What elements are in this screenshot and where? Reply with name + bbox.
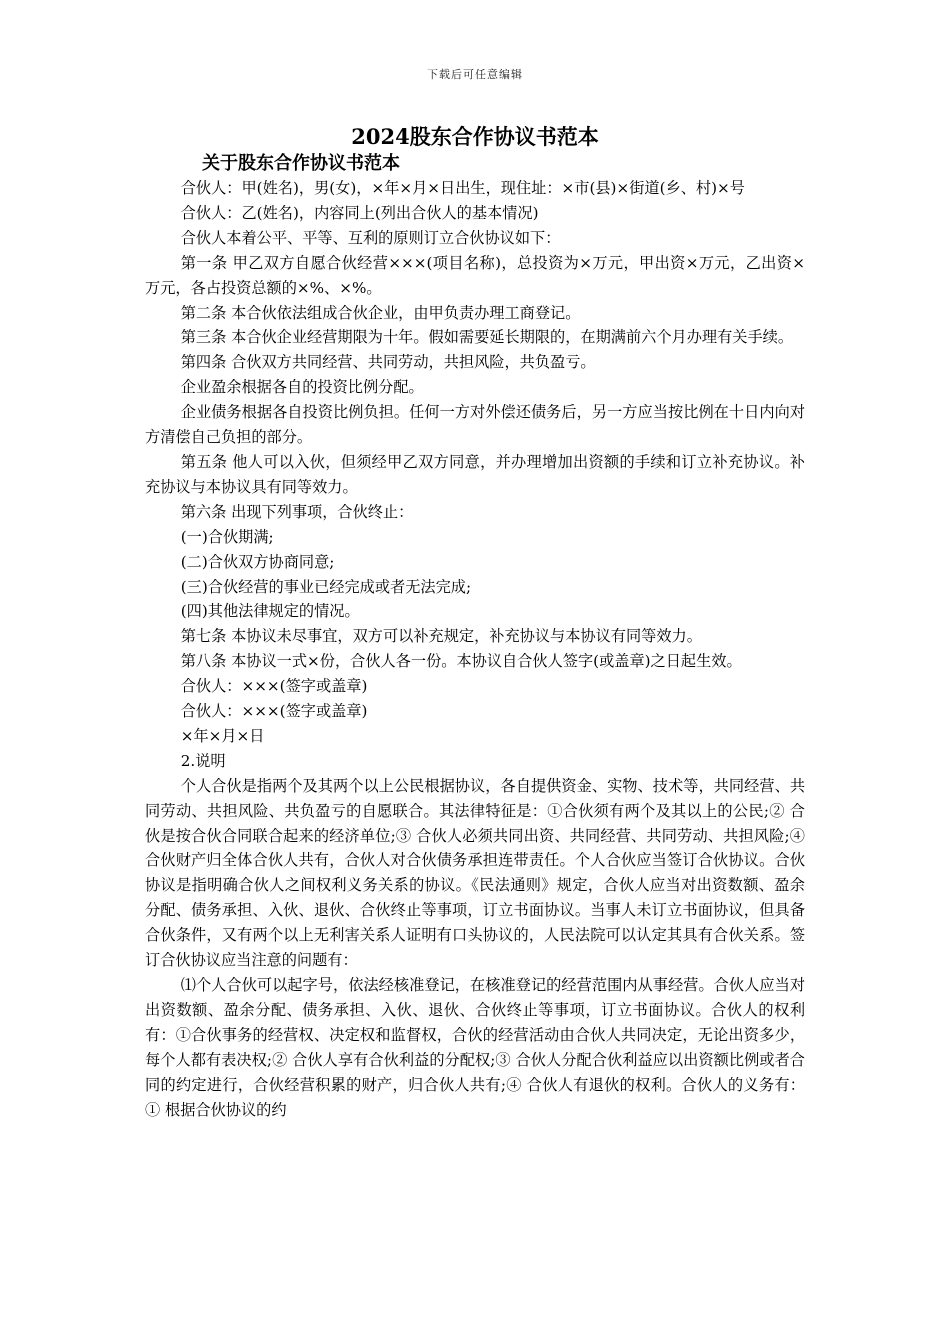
date-line: ×年×月×日 bbox=[180, 726, 265, 745]
paragraph-partner-b: 合伙人：乙(姓名)，内容同上(列出合伙人的基本情况) bbox=[180, 203, 539, 222]
header-note: 下载后可任意编辑 bbox=[427, 68, 523, 81]
paragraph-article-8: 第八条 本协议一式×份，合伙人各一份。本协议自合伙人签字(或盖章)之日起生效。 bbox=[180, 652, 742, 671]
paragraph-article-2: 第二条 本合伙依法组成合伙企业，由甲负责办理工商登记。 bbox=[180, 303, 581, 322]
paragraph-profit: 企业盈余根据各自的投资比例分配。 bbox=[180, 378, 424, 397]
list-item-2: (二)合伙双方协商同意; bbox=[180, 552, 335, 571]
paragraph-article-3: 第三条 本合伙企业经营期限为十年。假如需要延长期限的，在期满前六个月办理有关手续。 bbox=[180, 328, 794, 347]
paragraph-article-5: 第五条 他人可以入伙，但须经甲乙双方同意，并办理增加出资额的手续和订立补充协议。补充协议与本协议具有同等效力。 bbox=[145, 452, 805, 496]
signature-line-1: 合伙人：×××(签字或盖章) bbox=[180, 677, 368, 696]
paragraph-point-1: ⑴个人合伙可以起字号，依法经核准登记，在核准登记的经营范围内从事经营。合伙人应当对出资数额、盈余分配、债务承担、入伙、退伙、合伙终止等事项，订立书面协议。合伙人的权利有：①合伙事务的经营权、决定权和监督权，合伙的经营活动由合伙人共同决定，无论出资多少，每个人都有表决权;② 合伙人享有合伙利益的分配权;③ 合伙人分配合伙利益应以出资额比例或者合同的约定进行，合伙经营积累的财产，归合伙人共有;④ 合伙人有退伙的权利。合伙人的义务有：① 根据合伙协议的约 bbox=[145, 976, 805, 1119]
document-title: 2024股东合作协议书范本 bbox=[351, 124, 599, 149]
list-item-1: (一)合伙期满; bbox=[180, 527, 274, 546]
list-item-3: (三)合伙经营的事业已经完成或者无法完成; bbox=[180, 577, 472, 596]
section-heading-explanation: 2.说明 bbox=[180, 751, 226, 770]
list-item-4: (四)其他法律规定的情况。 bbox=[180, 602, 360, 621]
paragraph-debt: 企业债务根据各自投资比例负担。任何一方对外偿还债务后，另一方应当按比例在十日内向对方清偿自己负担的部分。 bbox=[145, 403, 805, 447]
document-body bbox=[145, 122, 805, 1122]
paragraph-article-4: 第四条 合伙双方共同经营、共同劳动，共担风险，共负盈亏。 bbox=[180, 353, 596, 372]
document-subtitle: 关于股东合作协议书范本 bbox=[202, 153, 400, 174]
paragraph-partner-a: 合伙人：甲(姓名)，男(女)，×年×月×日出生，现住址：×市(县)×街道(乡、村)×号 bbox=[180, 179, 745, 197]
paragraph-article-6: 第六条 出现下列事项，合伙终止： bbox=[180, 502, 414, 521]
paragraph-article-1: 第一条 甲乙双方自愿合伙经营×××(项目名称)，总投资为×万元，甲出资×万元，乙出资×万元，各占投资总额的×%、×%。 bbox=[145, 253, 805, 297]
signature-line-2: 合伙人：×××(签字或盖章) bbox=[180, 702, 368, 721]
paragraph-explanation: 个人合伙是指两个及其两个以上公民根据协议，各自提供资金、实物、技术等，共同经营、共同劳动、共担风险、共负盈亏的自愿联合。其法律特征是：①合伙须有两个及其以上的公民;② 合伙是按合伙合同联合起来的经济单位;③ 合伙人必须共同出资、共同经营、共同劳动、共担风险;④ 合伙财产归全体合伙人共有，合伙人对合伙债务承担连带责任。个人合伙应当签订合伙协议。合伙协议是指明确合伙人之间权利义务关系的协议。《民法通则》规定，合伙人应当对出资数额、盈余分配、债务承担、入伙、退伙、合伙终止等事项，订立书面协议。当事人未订立书面协议，但具备合伙条件，又有两个以上无利害关系人证明有口头协议的，人民法院可以认定其具有合伙关系。签订合伙协议应当注意的问题有： bbox=[145, 776, 805, 970]
paragraph-article-7: 第七条 本协议未尽事宜，双方可以补充规定，补充协议与本协议有同等效力。 bbox=[180, 627, 702, 646]
paragraph-principle: 合伙人本着公平、平等、互利的原则订立合伙协议如下： bbox=[180, 228, 561, 247]
